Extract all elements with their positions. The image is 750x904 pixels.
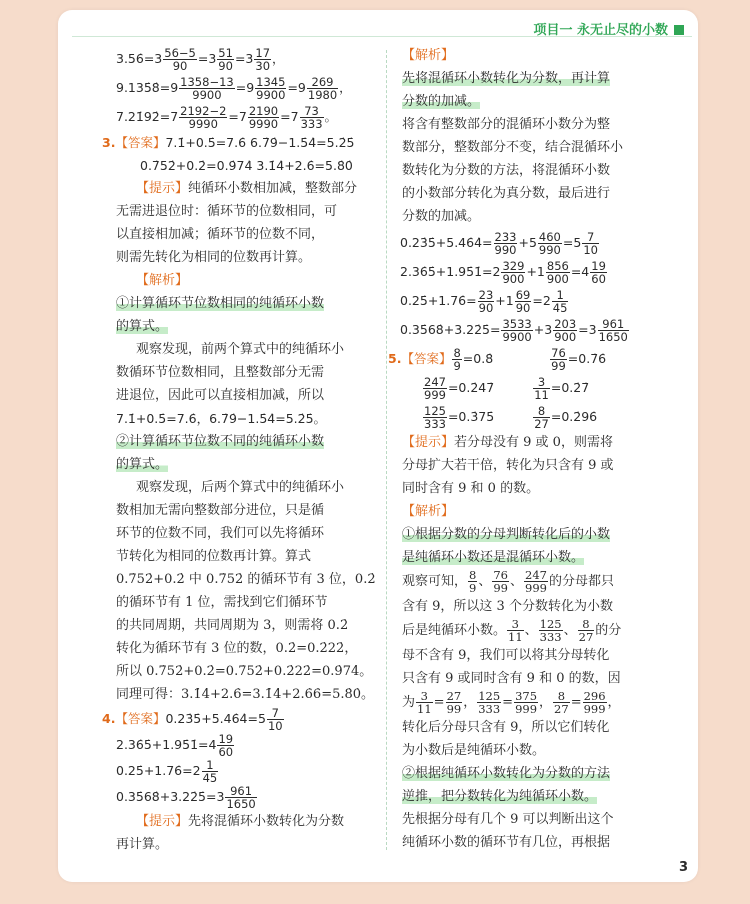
equation-row: 2.36̇5̇+1.95̇1̇=2 $\frac{329}{900}$ +1 $\frac{856}{900}$ =4 $\frac{19}{60}$ [400,259,606,286]
equation-row: 0.35̇68̇+3.22̇5̇= $\frac{3533}{9900}$ +3 $\frac{203}{900}$ =3 $\frac{961}{1650}$ [400,317,628,344]
equation-row: 0.25̇+1.76̇= $\frac{23}{90}$ +1 $\frac{69}{90}$ =2 $\frac{1}{45}$ [400,288,568,315]
tip-tag: 【提示】 [402,435,455,450]
answer-5: 5.【答案】 $\frac{8}{9}$ =0.8̇ $\frac{76}{99}$ =0.7̇6̇ [388,346,607,373]
answer-3: 3.【答案】7.1̇+0.5̇=7.6̇ 6.7̇9̇−1.5̇4̇=5.2̇5̇ [102,135,355,150]
step-heading: ②计算循环节位数不同的纯循环小数 [116,434,325,449]
tip-tag: 【提示】 [136,814,189,829]
step-heading: ②根据纯循环小数转化为分数的方法 [402,766,611,781]
answer-tag: 【答案】 [115,135,166,150]
answer-tag: 【答案】 [401,351,452,366]
answer-tag: 【答案】 [115,711,166,726]
answer-4: 4.【答案】0.23̇5̇+5.46̇4̇=5 $\frac{7}{10}$ [102,706,283,733]
analysis-tag: 【解析】 [402,504,455,519]
step-heading: ①计算循环节位数相同的纯循环小数 [116,296,325,311]
answer-3-line2: 0.7̇52̇+0.2̇=0.9̇74̇ 3.1̇4̇+2.6̇=5.8̇0̇ [140,158,353,173]
left-column: 3.56̇=3 $\frac{56-5}{90}$ =3 $\frac{51}{90}$ =3 $\frac{17}{30}$ ， 9.135̇8̇=9 $\frac{1358-13}{9900}$ =9 $\frac{1345}{9900}$ =9 $\frac{269}{1980}$ ， 7.21̇92̇=7 $\frac{2192-2}{9990}$ =7 $\frac{2190}{9990}$ =7 $\frac{73}{333}$ 。 3.【答案】7.1̇+0.5̇=7.6̇ 6.7̇9̇−1.5̇4̇=5.2̇5̇ 0.7̇52̇+0.2̇=0.9̇74̇ 3.1̇4̇+2.6̇=5.8̇0̇ 【提示】纯循环小数相加减，整数部分 无需进退位时：循环节的位数相同，可 以直接相加减；循环节的位数不同， 则需先转化为相同的位数再计算。 【解析】 ①计算循环节位数相同的纯循环小数 的算式。 观察发现，前两个算式中的纯循环小 数循环节位数相同，且整数部分无需 进退位，因此可以直接相加减，所以 7.1̇+0.5̇=7.6̇，6.7̇9̇−1.5̇4̇=5.2̇5̇。 ②计算循环节位数不同的纯循环小数 的算式。 观察发现，后两个算式中的纯循环小 数相加无需向整数部分进位，只是循 环节的位数不同，我们可以先将循环 节转化为相同的位数再计算。算式 0.7̇52̇+0.2̇ 中 0.7̇52̇ 的循环节有 3 位，0.2̇ 的循环节有 1 位，需找到它们循环节 的共同周期，共同周期为 3，则需将 0.2̇ 转化为循环节有 3 位的数，0.2̇=0.2̇22̇， 所以 0.7̇52̇+0.2̇=0.7̇52̇+0.2̇22̇=0.9̇74̇。 同理可得：3.1̇4̇+2.6̇=3.1̇4̇+2.6̇6̇=5.8̇0̇。 4.【答案】0.23̇5̇+5.46̇4̇=5 $\frac{7}{10}$ 2.36̇5̇+1.95̇1̇=4 $\frac{19}{60}$ 0.25̇+1.76̇=2 $\frac{1}{45}$ 0.35̇68̇+3.22̇5̇=3 $\frac{961}{1650}$ 【提示】先将混循环小数转化为分数 再计算。 [116,44,378,856]
page-number: 3 [678,860,688,875]
tip-tag: 【提示】 [136,181,189,196]
right-column: 【解析】 先将混循环小数转化为分数，再计算 分数的加减。 将含有整数部分的混循环小数分为整 数部分，整数部分不变，结合混循环小 数转化为分数的方法，将混循环小数 的小数部分转化为真分数，最后进行 分数的加减。 0.23̇5̇+5.46̇4̇= $\frac{233}{990}$ +5 $\frac{460}{990}$ =5 $\frac{7}{10}$ 2.36̇5̇+1.95̇1̇=2 $\frac{329}{900}$ +1 $\frac{856}{900}$ =4 $\frac{19}{60}$ 0.25̇+1.76̇= $\frac{23}{90}$ +1 $\frac{69}{90}$ =2 $\frac{1}{45}$ 0.35̇68̇+3.22̇5̇= $\frac{3533}{9900}$ +3 $\frac{203}{900}$ =3 $\frac{961}{1650}$ 5.【答案】 $\frac{8}{9}$ =0.8̇ $\frac{76}{99}$ =0.7̇6̇ $\frac{247}{999}$ =0.2̇47̇ $\frac{3}{11}$ =0.2̇7̇ $\frac{125}{333}$ =0.3̇75̇ $\frac{8}{27}$ =0.2̇96̇ 【提示】若分母没有 9 或 0，则需将 分母扩大若干倍，转化为只含有 9 或 同时含有 9 和 0 的数。 【解析】 ①根据分数的分母判断转化后的小数 是纯循环小数还是混循环小数。 观察可知， $\frac{8}{9}$ 、 $\frac{76}{99}$ 、 $\frac{247}{999}$ 的分母都只 含有 9，所以这 3 个分数转化为小数 后是纯循环小数。 $\frac{3}{11}$ 、 $\frac{125}{333}$ 、 $\frac{8}{27}$ 的分 母不含有 9，我们可以将其分母转化 只含有 9 或同时含有 9 和 0 的数，因 为 $\frac{3}{11}$ = $\frac{27}{99}$ ， $\frac{125}{333}$ = $\frac{375}{999}$ ， $\frac{8}{27}$ = $\frac{296}{999}$ ， 转化后分母只含有 9，所以它们转化 为小数后是纯循环小数。 ②根据纯循环小数转化为分数的方法 逆推，把分数转化为纯循环小数。 先根据分母有几个 9 可以判断出这个 纯循环小数的循环节有几位，再根据 [402,44,652,854]
equation-row: 9.135̇8̇=9 $\frac{1358-13}{9900}$ =9 $\frac{1345}{9900}$ =9 $\frac{269}{1980}$ ， [116,75,352,102]
section-title: 项目一 永无止尽的小数 [533,23,668,38]
tip-3: 【提示】纯循环小数相加减，整数部分 [136,181,358,196]
step-heading: 先将混循环小数转化为分数，再计算 [402,71,611,86]
equation-row: 3.56̇=3 $\frac{56-5}{90}$ =3 $\frac{51}{90}$ =3 $\frac{17}{30}$ ， [116,46,285,73]
analysis-tag: 【解析】 [136,273,189,288]
equation-row: 7.21̇92̇=7 $\frac{2192-2}{9990}$ =7 $\frac{2190}{9990}$ =7 $\frac{73}{333}$ 。 [116,104,338,131]
tip-4: 【提示】先将混循环小数转化为分数 [136,814,345,829]
column-divider [386,50,387,850]
analysis-tag: 【解析】 [402,48,455,63]
header-square-icon [674,25,684,35]
header-rule [72,36,692,37]
step-heading: ①根据分数的分母判断转化后的小数 [402,527,611,542]
equation-row: 0.23̇5̇+5.46̇4̇= $\frac{233}{990}$ +5 $\frac{460}{990}$ =5 $\frac{7}{10}$ [400,230,598,257]
tip-5: 【提示】若分母没有 9 或 0，则需将 [402,435,613,450]
